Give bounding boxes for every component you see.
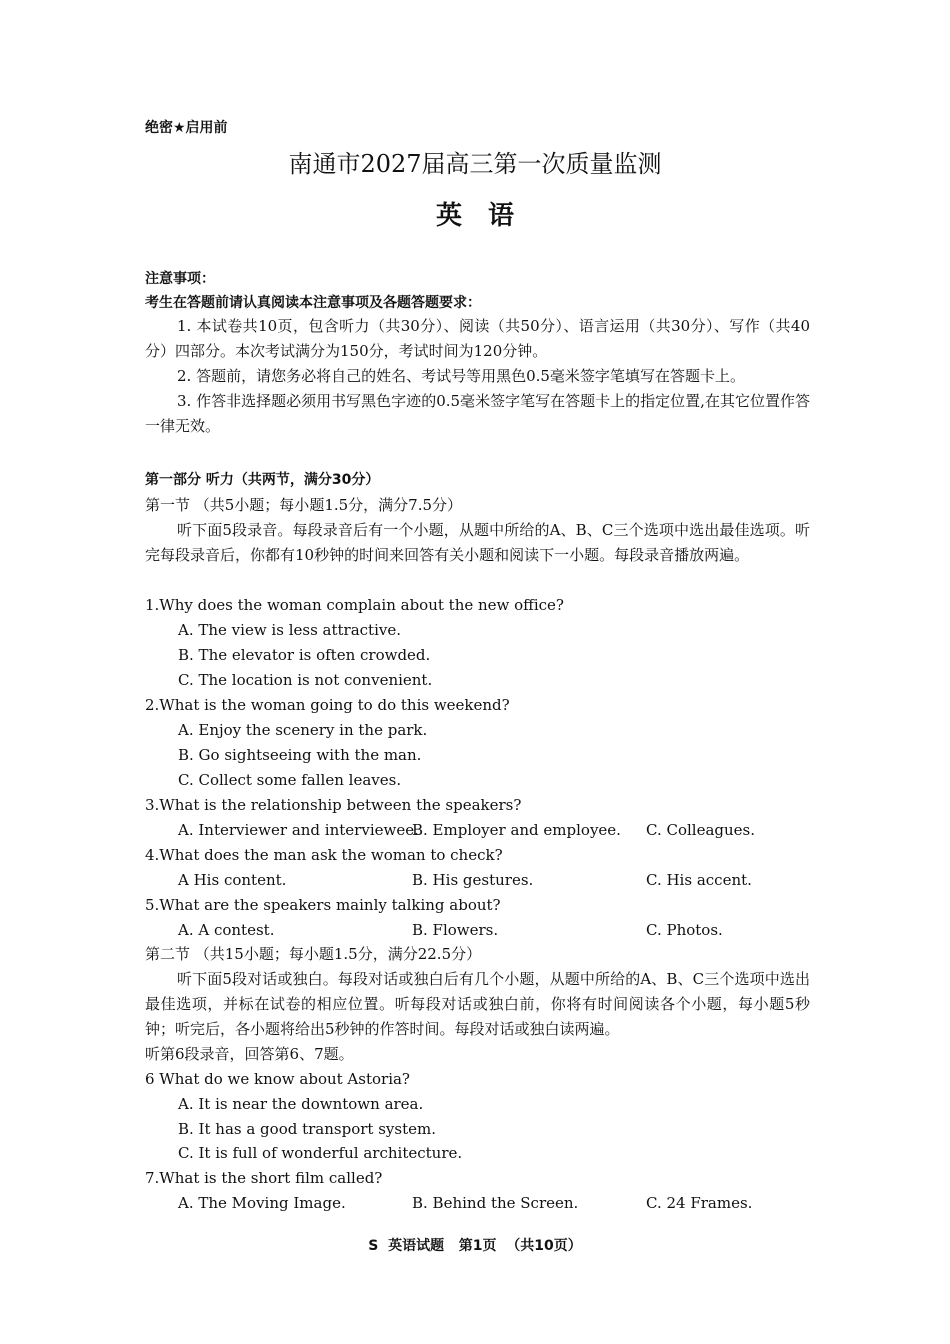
- answer-option: B. The elevator is often crowded.: [178, 646, 431, 664]
- answer-option: B. Behind the Screen.: [412, 1194, 579, 1212]
- answer-option: B. Go sightseeing with the man.: [178, 746, 422, 764]
- answer-option: C. Collect some fallen leaves.: [178, 771, 402, 789]
- question-stem: 6 What do we know about Astoria?: [145, 1070, 410, 1088]
- notice-item-3: 3. 作答非选择题必须用书写黑色字迹的0.5毫米签字笔写在答题卡上的指定位置,在其它位置作答一律无效。: [145, 392, 810, 435]
- answer-option: A. It is near the downtown area.: [178, 1095, 424, 1113]
- section2-sub-instruction: 听第6段录音，回答第6、7题。: [145, 1045, 354, 1063]
- part1-heading: 第一部分 听力（共两节，满分30分）: [145, 472, 380, 488]
- section1-heading: 第一节 （共5小题；每小题1.5分，满分7.5分）: [145, 496, 463, 514]
- question-stem: 3.What is the relationship between the speakers?: [145, 796, 522, 814]
- confidential-label: 绝密★启用前: [145, 120, 228, 136]
- answer-option: A. The view is less attractive.: [178, 621, 401, 639]
- section2-instructions: 听下面5段对话或独白。每段对话或独白后有几个小题，从题中所给的A、B、C三个选项中选出最佳选项，并标在试卷的相应位置。听每段对话或独白前，你将有时间阅读各个小题，每小题5秒钟；听完后，各小题将给出5秒钟的作答时间。每段对话或独白读两遍。: [145, 970, 810, 1038]
- section1-instructions: 听下面5段录音。每段录音后有一个小题，从题中所给的A、B、C三个选项中选出最佳选项。听完每段录音后，你都有10秒钟的时间来回答有关小题和阅读下一小题。每段录音播放两遍。: [145, 521, 810, 564]
- answer-option: C. The location is not convenient.: [178, 671, 433, 689]
- page-footer: S 英语试题 第1页 （共10页）: [368, 1238, 582, 1254]
- answer-option: A. The Moving Image.: [178, 1194, 346, 1212]
- notice-item-2: 2. 答题前，请您务必将自己的姓名、考试号等用黑色0.5毫米签字笔填写在答题卡上。: [177, 367, 745, 385]
- answer-option: A. Interviewer and interviewee.: [178, 821, 419, 839]
- answer-option: C. 24 Frames.: [646, 1194, 753, 1212]
- question-stem: 4.What does the man ask the woman to check?: [145, 846, 503, 864]
- subject-title: 英 语: [435, 201, 514, 231]
- question-stem: 5.What are the speakers mainly talking about?: [145, 896, 501, 914]
- section2-heading: 第二节 （共15小题；每小题1.5分，满分22.5分）: [145, 945, 482, 963]
- answer-option: A. Enjoy the scenery in the park.: [178, 721, 428, 739]
- answer-option: A. A contest.: [178, 921, 275, 939]
- answer-option: C. Photos.: [646, 921, 723, 939]
- notice-item-1: 1. 本试卷共10页，包含听力（共30分）、阅读（共50分）、语言运用（共30分）、写作（共40分）四部分。本次考试满分为150分，考试时间为120分钟。: [145, 317, 810, 360]
- notice-heading: 注意事项：: [145, 271, 215, 287]
- answer-option: C. His accent.: [646, 871, 752, 889]
- exam-title: 南通市2027届高三第一次质量监测: [288, 150, 662, 178]
- answer-option: B. Employer and employee.: [412, 821, 621, 839]
- answer-option: A His content.: [178, 871, 287, 889]
- answer-option: C. Colleagues.: [646, 821, 756, 839]
- notice-subheading: 考生在答题前请认真阅读本注意事项及各题答题要求：: [145, 295, 481, 311]
- answer-option: B. It has a good transport system.: [178, 1120, 436, 1138]
- question-stem: 7.What is the short film called?: [145, 1169, 383, 1187]
- answer-option: C. It is full of wonderful architecture.: [178, 1144, 463, 1162]
- answer-option: B. Flowers.: [412, 921, 499, 939]
- question-stem: 1.Why does the woman complain about the new office?: [145, 596, 564, 614]
- answer-option: B. His gestures.: [412, 871, 534, 889]
- question-stem: 2.What is the woman going to do this weekend?: [145, 696, 510, 714]
